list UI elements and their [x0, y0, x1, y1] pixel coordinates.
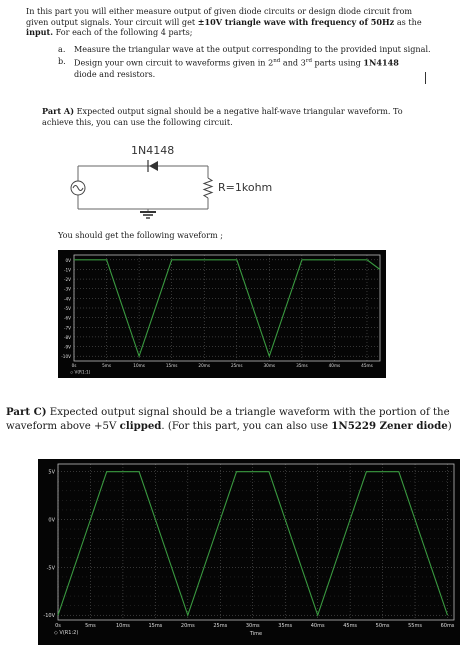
chart-part-c	[38, 459, 460, 645]
x-tick-label: 40ms	[310, 623, 325, 629]
list-item-text-post: parts using	[311, 58, 364, 69]
y-tick-label: -9V	[63, 344, 71, 350]
part-a-paragraph	[42, 106, 422, 127]
part-a-heading: Part A)	[42, 106, 75, 116]
x-tick-label: 55ms	[408, 623, 422, 629]
part-c-bold-clipped: clipped	[119, 419, 162, 432]
y-tick-label: -1V	[63, 267, 71, 273]
waveform-caption: You should get the following waveform ;	[58, 230, 223, 240]
y-tick-label: -8V	[63, 334, 71, 340]
x-tick-label: 60ms	[440, 623, 455, 629]
text-cursor	[425, 72, 426, 84]
list-marker: a.	[58, 44, 66, 54]
part-a-text: Expected output signal should be a negative half-wave triangular waveform. To achieve this, you can use the following circuit.	[42, 106, 403, 127]
y-tick-label: -3V	[63, 286, 71, 292]
list-item-text: Measure the triangular wave at the output corresponding to the provided input signal.	[74, 44, 431, 54]
intro-line-1: In this part you will either measure output of given diode circuits or design diode circuit from	[26, 6, 413, 16]
x-tick-label: 5ms	[85, 623, 96, 629]
x-tick-label: 10ms	[115, 623, 130, 629]
y-tick-label: -5V	[63, 306, 71, 311]
part-c-text-1: Expected output signal should be a triangle waveform with the portion of the waveform above +5V	[6, 407, 450, 432]
x-tick-label: 45ms	[343, 623, 358, 629]
x-tick-label: 50ms	[375, 623, 390, 629]
x-tick-label: 35ms	[278, 623, 293, 629]
y-tick-label: -6V	[63, 315, 71, 321]
chart-part-a	[58, 250, 386, 378]
diode-icon	[149, 161, 158, 171]
x-tick-label: 0s	[55, 623, 61, 629]
x-tick-label: 25ms	[213, 623, 228, 629]
x-tick-label: 10ms	[133, 363, 145, 369]
sine-wave-icon	[73, 186, 83, 191]
part-c-heading: Part C)	[6, 406, 47, 418]
zener-part-number: 1N5229 Zener diode	[331, 419, 448, 432]
y-tick-label: -4V	[63, 296, 71, 302]
x-tick-label: 0s	[71, 363, 77, 369]
y-tick-label: -7V	[63, 325, 71, 331]
y-tick-label: -10V	[43, 613, 55, 620]
x-tick-label: 35ms	[296, 363, 308, 369]
x-tick-label: 15ms	[148, 623, 163, 629]
y-tick-label: 5V	[48, 469, 55, 476]
intro-line-3-post: For each of the following 4 parts;	[53, 27, 193, 38]
chart-background	[58, 250, 386, 378]
intro-line-2-post: as the	[394, 16, 422, 27]
x-tick-label: 20ms	[198, 363, 211, 369]
x-tick-label: 20ms	[180, 623, 195, 629]
y-tick-label: -2V	[63, 277, 71, 283]
superscript-nd: nd	[273, 58, 281, 65]
resistor-label: R=1kohm	[218, 181, 273, 194]
part-c-paragraph	[6, 406, 472, 433]
intro-paragraph	[26, 6, 446, 38]
intro-line-2-bold: ±10V triangle wave with frequency of 50Hz	[197, 16, 395, 27]
x-tick-label: 30ms	[245, 623, 260, 629]
legend-label: ◇ V(R1:2)	[54, 630, 79, 636]
legend-label: ◇ V(R1:1)	[70, 369, 91, 375]
list-item-text-line2: diode and resistors.	[74, 68, 156, 79]
part-c-text-3: )	[447, 420, 452, 432]
list-marker: b.	[58, 56, 66, 67]
diode-label: 1N4148	[131, 144, 175, 157]
y-tick-label: 0V	[48, 517, 55, 524]
list-item	[58, 44, 438, 54]
diode-part-number: 1N4148	[363, 58, 399, 69]
task-list	[58, 44, 438, 81]
circuit-schematic	[58, 136, 273, 224]
x-tick-label: 15ms	[165, 363, 178, 369]
x-tick-label: 40ms	[328, 363, 341, 369]
intro-line-2-pre: given output signals. Your circuit will get	[26, 16, 198, 27]
x-tick-label: 45ms	[361, 363, 373, 369]
x-tick-label: 25ms	[230, 363, 243, 369]
superscript-rd: rd	[305, 58, 312, 65]
x-tick-label: 5ms	[102, 363, 112, 369]
y-tick-label: -5V	[46, 565, 55, 572]
list-item-text-pre: Design your own circuit to waveforms given in 2	[74, 58, 274, 69]
intro-line-3-bold: input.	[26, 27, 54, 38]
list-item	[58, 56, 438, 79]
x-tick-label: 30ms	[263, 363, 276, 369]
list-item-text-mid: and 3	[280, 58, 306, 69]
y-tick-label: 0V	[65, 257, 71, 263]
y-tick-label: -10V	[61, 354, 71, 360]
x-axis-label: Time	[249, 631, 263, 637]
resistor-icon	[204, 178, 212, 198]
part-c-text-2: . (For this part, you can also use	[161, 420, 332, 432]
